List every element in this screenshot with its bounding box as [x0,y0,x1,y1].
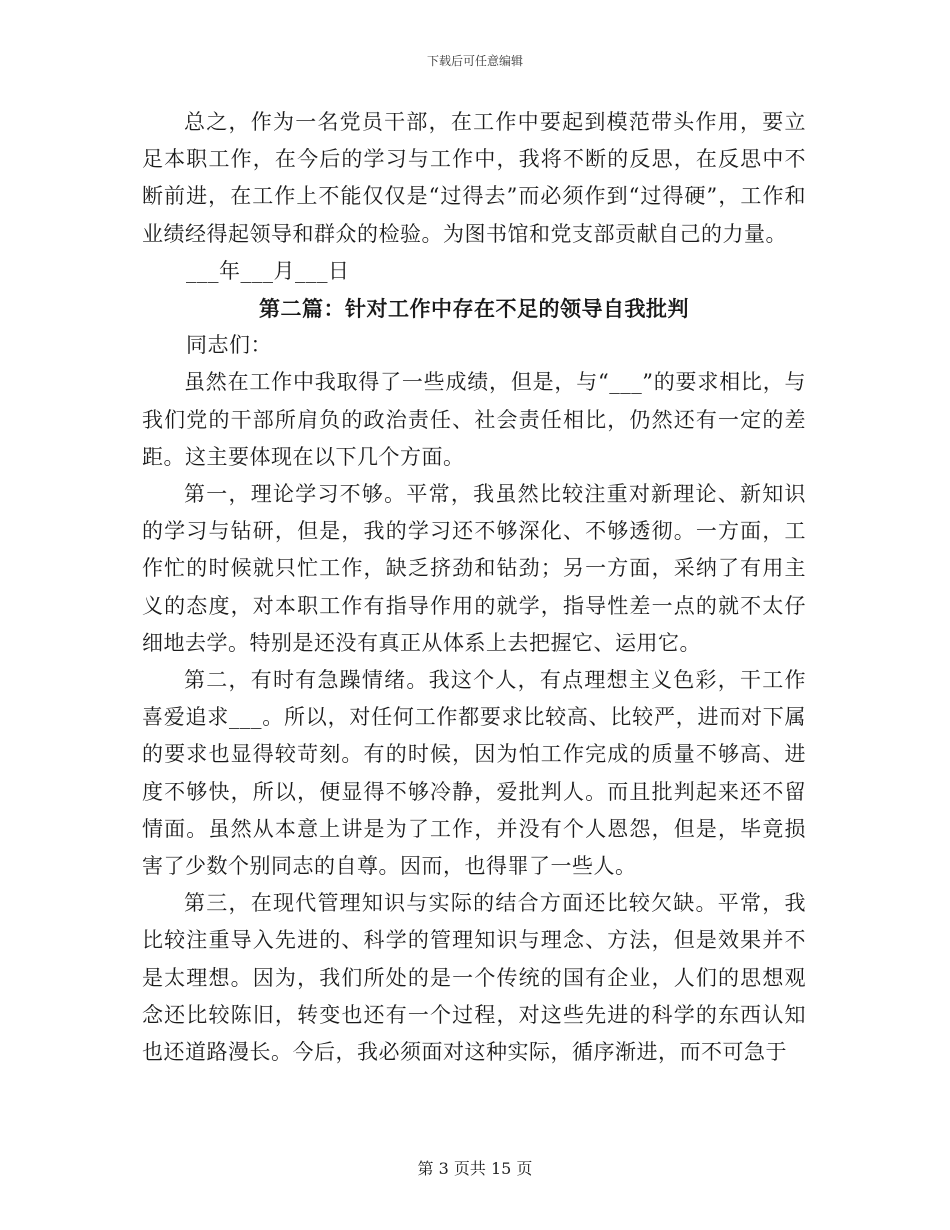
paragraph-intro: 虽然在工作中我取得了一些成绩，但是，与“___”的要求相比，与我们党的干部所肩负的政治责任、社会责任相比，仍然还有一定的差距。这主要体现在以下几个方面。 [142,370,806,469]
date-line: ___年___月___日 [186,258,350,283]
page-footer: 第 3 页共 15 页 [417,1159,533,1178]
salutation: 同志们： [186,333,272,358]
document-body [142,104,806,1071]
page-header: 下载后可任意编辑 [426,54,523,68]
paragraph-third-point: 第三，在现代管理知识与实际的结合方面还比较欠缺。平常，我比较注重导入先进的、科学的管理知识与理念、方法，但是效果并不是太理想。因为，我们所处的是一个传统的国有企业，人们的思想观念还比较陈旧，转变也还有一个过程，对这些先进的科学的东西认知也还道路漫长。今后，我必须面对这种实际，循序渐进，而不可急于 [142,891,806,1065]
section-heading: 第二篇：针对工作中存在不足的领导自我批判 [259,296,689,322]
paragraph-first-point: 第一，理论学习不够。平常，我虽然比较注重对新理论、新知识的学习与钻研，但是，我的学习还不够深化、不够透彻。一方面，工作忙的时候就只忙工作，缺乏挤劲和钻劲；另一方面，采纳了有用主义的态度，对本职工作有指导作用的就学，指导性差一点的就不太仔细地去学。特别是还没有真正从体系上去把握它、运用它。 [142,482,806,655]
paragraph-second-point: 第二，有时有急躁情绪。我这个人，有点理想主义色彩，干工作喜爱追求___。所以，对任何工作都要求比较高、比较严，进而对下属的要求也显得较苛刻。有的时候，因为怕工作完成的质量不够高、进度不够快，所以，便显得不够冷静，爱批判人。而且批判起来还不留情面。虽然从本意上讲是为了工作，并没有个人恩怨，但是，毕竟损害了少数个别同志的自尊。因而，也得罪了一些人。 [142,668,806,879]
paragraph-conclusion: 总之，作为一名党员干部，在工作中要起到模范带头作用，要立足本职工作，在今后的学习与工作中，我将不断的反思，在反思中不断前进，在工作上不能仅仅是“过得去”而必须作到“过得硬”，工作和业绩经得起领导和群众的检验。为图书馆和党支部贡献自己的力量。 [142,110,806,246]
